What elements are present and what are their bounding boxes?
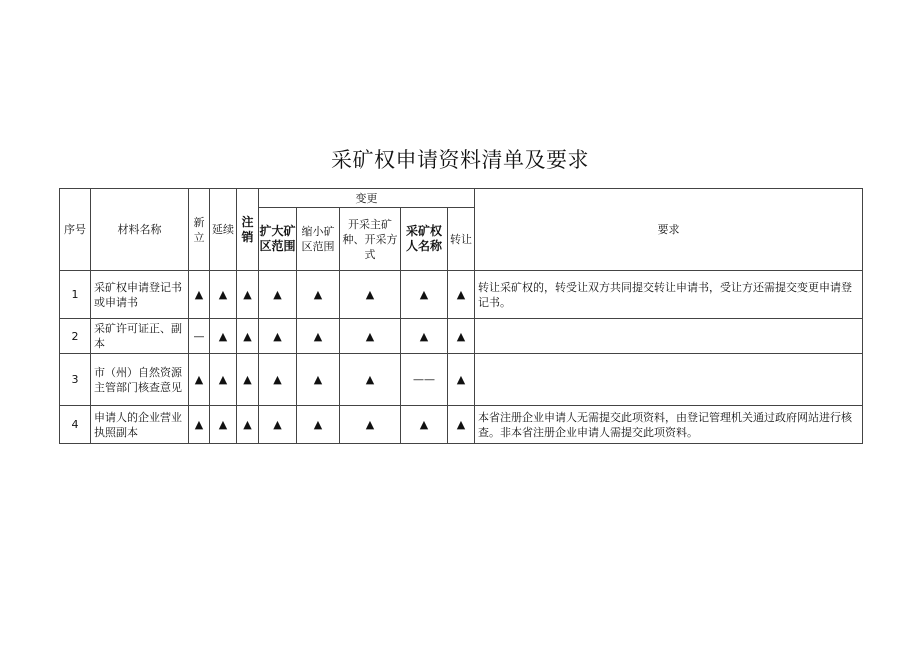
cell-new: ▲	[189, 354, 210, 406]
cell-method: ▲	[340, 406, 401, 444]
header-change: 变更	[259, 189, 475, 208]
header-expand: 扩大矿区范围	[259, 208, 297, 271]
row-material-name: 市（州）自然资源主管部门核查意见	[91, 354, 189, 406]
header-seq: 序号	[60, 189, 91, 271]
cell-transfer: ▲	[448, 319, 475, 354]
row-material-name: 采矿权申请登记书或申请书	[91, 271, 189, 319]
cell-new: ▲	[189, 271, 210, 319]
cell-expand: ▲	[259, 354, 297, 406]
cell-method: ▲	[340, 319, 401, 354]
row-requirement: 转让采矿权的，转受让双方共同提交转让申请书，受让方还需提交变更申请登记书。	[475, 271, 863, 319]
row-seq: 1	[60, 271, 91, 319]
materials-table	[59, 188, 863, 444]
cell-extend: ▲	[210, 319, 237, 354]
cell-shrink: ▲	[297, 271, 340, 319]
cell-method: ▲	[340, 354, 401, 406]
cell-expand: ▲	[259, 406, 297, 444]
cell-rename: ——	[401, 354, 448, 406]
header-cancel: 注销	[237, 189, 259, 271]
cell-shrink: ▲	[297, 406, 340, 444]
header-row-1	[60, 189, 863, 208]
cell-expand: ▲	[259, 319, 297, 354]
cell-cancel: ▲	[237, 319, 259, 354]
row-requirement	[475, 319, 863, 354]
table-row	[60, 271, 863, 319]
header-rename: 采矿权人名称	[401, 208, 448, 271]
cell-cancel: ▲	[237, 354, 259, 406]
cell-extend: ▲	[210, 354, 237, 406]
cell-shrink: ▲	[297, 319, 340, 354]
row-material-name: 采矿许可证正、副本	[91, 319, 189, 354]
cell-expand: ▲	[259, 271, 297, 319]
cell-rename: ▲	[401, 406, 448, 444]
header-new: 新立	[189, 189, 210, 271]
row-requirement	[475, 354, 863, 406]
header-extend: 延续	[210, 189, 237, 271]
row-seq: 2	[60, 319, 91, 354]
table-row	[60, 354, 863, 406]
header-requirement: 要求	[475, 189, 863, 271]
row-requirement: 本省注册企业申请人无需提交此项资料，由登记管理机关通过政府网站进行核查。非本省注册企业申请人需提交此项资料。	[475, 406, 863, 444]
header-method: 开采主矿种、开采方式	[340, 208, 401, 271]
cell-rename: ▲	[401, 271, 448, 319]
cell-extend: ▲	[210, 271, 237, 319]
cell-transfer: ▲	[448, 271, 475, 319]
table-row	[60, 319, 863, 354]
cell-transfer: ▲	[448, 406, 475, 444]
row-seq: 4	[60, 406, 91, 444]
cell-rename: ▲	[401, 319, 448, 354]
header-shrink: 缩小矿区范围	[297, 208, 340, 271]
cell-cancel: ▲	[237, 406, 259, 444]
cell-new: —	[189, 319, 210, 354]
row-seq: 3	[60, 354, 91, 406]
cell-shrink: ▲	[297, 354, 340, 406]
header-transfer: 转让	[448, 208, 475, 271]
cell-transfer: ▲	[448, 354, 475, 406]
row-material-name: 申请人的企业营业执照副本	[91, 406, 189, 444]
cell-new: ▲	[189, 406, 210, 444]
page-title: 采矿权申请资料清单及要求	[331, 148, 589, 172]
cell-cancel: ▲	[237, 271, 259, 319]
header-material: 材料名称	[91, 189, 189, 271]
cell-extend: ▲	[210, 406, 237, 444]
table-row	[60, 406, 863, 444]
cell-method: ▲	[340, 271, 401, 319]
